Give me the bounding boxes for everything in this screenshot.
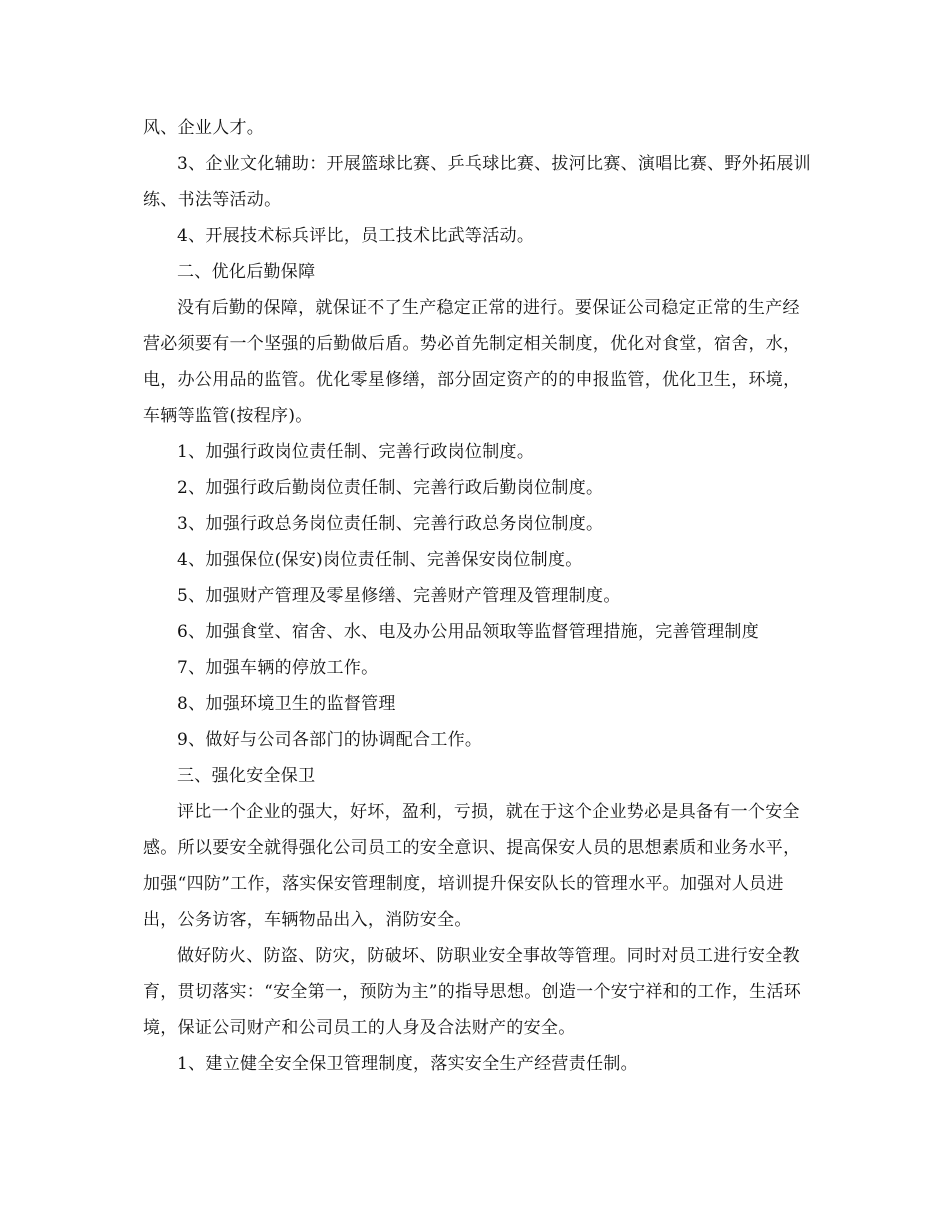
- list-item: 2、加强行政后勤岗位责任制、完善行政后勤岗位制度。: [177, 478, 604, 498]
- paragraph-logistics-intro: 没有后勤的保障，就保证不了生产稳定正常的进行。要保证公司稳定正常的生产经营必须要有一个坚强的后勤做后盾。势必首先制定相关制度，优化对食堂，宿舍，水，电，办公用品的监管。优化零星修缮，部分固定资产的的申报监管，优化卫生，环境，车辆等监管(按程序)。: [143, 298, 801, 426]
- paragraph-culture-activities: 3、企业文化辅助：开展篮球比赛、乒乓球比赛、拔河比赛、演唱比赛、野外拓展训练、书法等活动。: [143, 154, 811, 210]
- list-item: 8、加强环境卫生的监督管理: [177, 694, 396, 714]
- paragraph-tech-competition: 4、开展技术标兵评比，员工技术比武等活动。: [177, 226, 535, 246]
- document-body: [143, 110, 811, 1082]
- list-item: 9、做好与公司各部门的协调配合工作。: [177, 730, 483, 750]
- list-item: 1、建立健全安全保卫管理制度，落实安全生产经营责任制。: [177, 1054, 638, 1074]
- list-item: 5、加强财产管理及零星修缮、完善财产管理及管理制度。: [177, 586, 621, 606]
- paragraph-continuation: 风、企业人才。: [143, 118, 265, 138]
- paragraph-security-measures: 做好防火、防盗、防灾，防破坏、防职业安全事故等管理。同时对员工进行安全教育，贯切落实：“安全第一，预防为主”的指导思想。创造一个安宁祥和的工作，生活环境，保证公司财产和公司员工的人身及合法财产的安全。: [143, 946, 802, 1038]
- list-item: 4、加强保位(保安)岗位责任制、完善保安岗位制度。: [177, 550, 583, 570]
- paragraph-security-intro: 评比一个企业的强大，好坏，盈利，亏损，就在于这个企业势必是具备有一个安全感。所以要安全就得强化公司员工的安全意识、提高保安人员的思想素质和业务水平，加强“四防”工作，落实保安管理制度，培训提升保安队长的管理水平。加强对人员进出，公务访客，车辆物品出入，消防安全。: [143, 802, 801, 930]
- list-item: 1、加强行政岗位责任制、完善行政岗位制度。: [177, 442, 535, 462]
- list-item: 7、加强车辆的停放工作。: [177, 658, 379, 678]
- section-heading-logistics: 二、优化后勤保障: [177, 262, 316, 282]
- list-item: 6、加强食堂、宿舍、水、电及办公用品领取等监督管理措施，完善管理制度: [177, 622, 760, 642]
- section-heading-security: 三、强化安全保卫: [177, 766, 316, 786]
- list-item: 3、加强行政总务岗位责任制、完善行政总务岗位制度。: [177, 514, 604, 534]
